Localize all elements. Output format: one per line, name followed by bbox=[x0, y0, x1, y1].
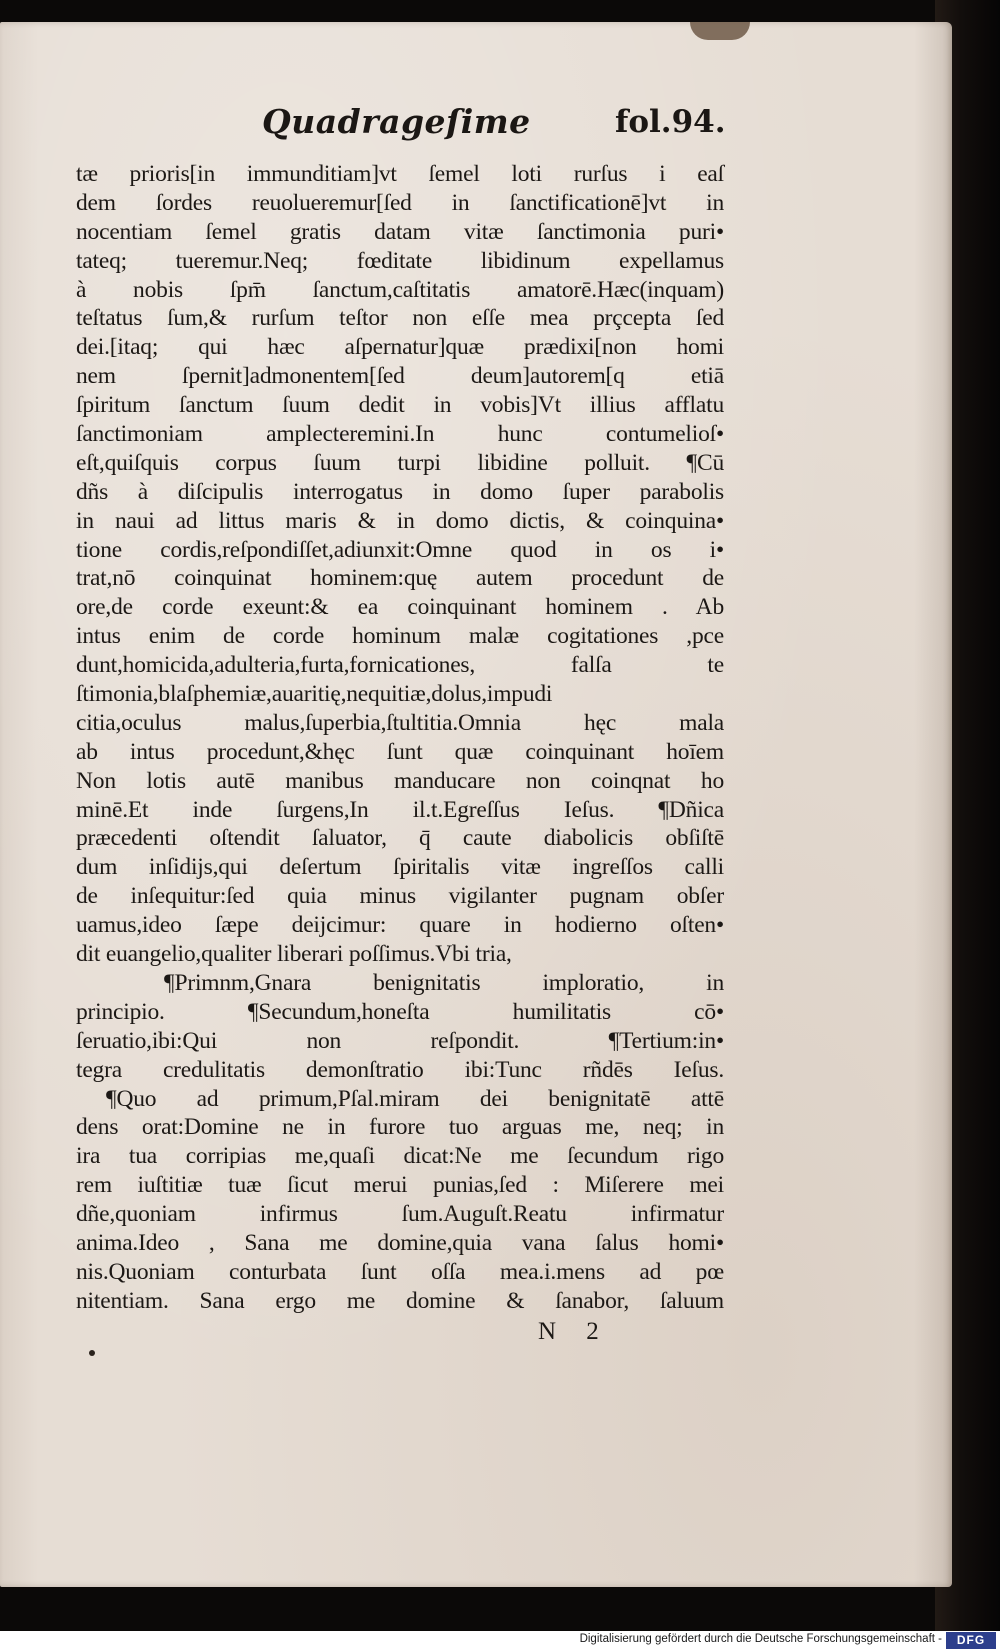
text-line: rem iuſtitiæ tuæ ſicut merui punias,ſed : Miſerere mei bbox=[76, 1172, 724, 1199]
text-line: tæ prioris[in immunditiam]vt ſemel loti rurſus i eaſ bbox=[76, 161, 724, 187]
text-line: tegra credulitatis demonſtratio ibi:Tunc rñdēs Ieſus. bbox=[76, 1056, 724, 1083]
text-line: ſeruatio,ibi:Qui non reſpondit. ¶Tertium:in• bbox=[76, 1027, 724, 1054]
text-line: principio. ¶Secundum,honeſta humilitatis cō• bbox=[76, 998, 724, 1025]
text-line: ira tua corripias me,quaſi dicat:Ne me ſecundum rigo bbox=[76, 1143, 724, 1170]
text-line: Non lotis autē manibus manducare non coinqnat ho bbox=[76, 767, 724, 794]
text-line: ſanctimoniam amplecteremini.In hunc contumelioſ• bbox=[76, 421, 724, 448]
text-line: dñs à diſcipulis interrogatus in domo ſuper parabolis bbox=[76, 478, 724, 505]
text-line: trat,nō coinquinat hominem:quę autem procedunt de bbox=[76, 565, 724, 592]
digitization-footer bbox=[0, 1631, 1000, 1651]
text-line: à nobis ſpm̄ ſanctum,caſtitatis amatorē.Hæc(inquam) bbox=[76, 276, 724, 303]
text-line: nis.Quoniam conturbata ſunt oſſa mea.i.mens ad pœ bbox=[76, 1258, 724, 1285]
text-line: ¶Primnm,Gnara benignitatis imploratio, in bbox=[164, 969, 724, 996]
text-line: dit euangelio,qualiter liberari poſſimus.Vbi tria, bbox=[76, 941, 512, 968]
text-line: nem ſpernit]admonentem[ſed deum]autorem[q etiā bbox=[76, 363, 724, 390]
text-line: in naui ad littus maris & in domo dictis, & coinquina• bbox=[76, 507, 724, 534]
text-line: dum inſidijs,qui deſertum ſpiritalis vitæ ingreſſos calli bbox=[76, 854, 724, 881]
text-line: anima.Ideo , Sana me domine,quia vana ſalus homi• bbox=[76, 1229, 724, 1256]
text-line: ore,de corde exeunt:& ea coinquinant hominem . Ab bbox=[76, 594, 724, 621]
text-line: uamus,ideo ſæpe deijcimur: quare in hodierno oſten• bbox=[76, 912, 724, 939]
text-line: ſpiritum ſanctum ſuum dedit in vobis]Vt illius afflatu bbox=[76, 392, 724, 419]
text-line: ab intus procedunt,&hęc ſunt quæ coinquinant hoīem bbox=[76, 738, 724, 765]
folio-number: fol.94. bbox=[615, 104, 726, 140]
text-line: teſtatus ſum,& rurſum teſtor non eſſe mea prçcepta ſed bbox=[76, 305, 724, 332]
text-line: tione cordis,reſpondiſſet,adiunxit:Omne quod in os i• bbox=[76, 536, 724, 563]
text-line: dens orat:Domine ne in furore tuo arguas me, neq; in bbox=[76, 1114, 724, 1141]
text-line: præcedenti oſtendit ſaluator, q̄ caute diabolicis obſiſtē bbox=[76, 825, 724, 852]
dfg-logo: DFG bbox=[946, 1632, 996, 1649]
text-line: nocentiam ſemel gratis datam vitæ ſanctimonia puri• bbox=[76, 218, 724, 245]
paper-stain bbox=[690, 22, 750, 40]
text-line: nitentiam. Sana ergo me domine & ſanabor, ſaluum bbox=[76, 1287, 724, 1314]
ink-speck bbox=[89, 1350, 95, 1356]
text-line: tateq; tueremur.Neq; fœditate libidinum expellamus bbox=[76, 247, 724, 274]
text-line: dunt,homicida,adulteria,furta,fornicationes, falſa te bbox=[76, 652, 724, 679]
body-text-block bbox=[76, 160, 724, 1316]
text-line: dñe,quoniam infirmus ſum.Auguſt.Reatu infirmatur bbox=[76, 1201, 724, 1228]
running-head bbox=[0, 102, 952, 152]
text-line: dem ſordes reuolueremur[ſed in ſanctificationē]vt in bbox=[76, 189, 724, 216]
running-head-title: Quadrageſime bbox=[262, 102, 531, 141]
text-line: intus enim de corde hominum malæ cogitationes ,pce bbox=[76, 623, 724, 650]
funding-credit: Digitalisierung gefördert durch die Deutsche Forschungsgemeinschaft - bbox=[579, 1633, 942, 1645]
signature-mark: N 2 bbox=[538, 1318, 611, 1345]
text-line: ¶Quo ad primum,Pſal.miram dei benignitatē attē bbox=[106, 1085, 724, 1112]
text-line: dei.[itaq; qui hæc aſpernatur]quæ prædixi[non homi bbox=[76, 334, 724, 361]
text-line: eſt,quiſquis corpus ſuum turpi libidine polluit. ¶Cū bbox=[76, 449, 724, 476]
text-line: de inſequitur:ſed quia minus vigilanter pugnam obſer bbox=[76, 883, 724, 910]
text-line: minē.Et inde ſurgens,In il.t.Egreſſus Ieſus. ¶Dñica bbox=[76, 796, 724, 823]
text-line: ſtimonia,blaſphemiæ,auaritię,nequitiæ,dolus,impudi bbox=[76, 681, 553, 708]
text-line: citia,oculus malus,ſuperbia,ſtultitia.Omnia hęc mala bbox=[76, 709, 724, 736]
